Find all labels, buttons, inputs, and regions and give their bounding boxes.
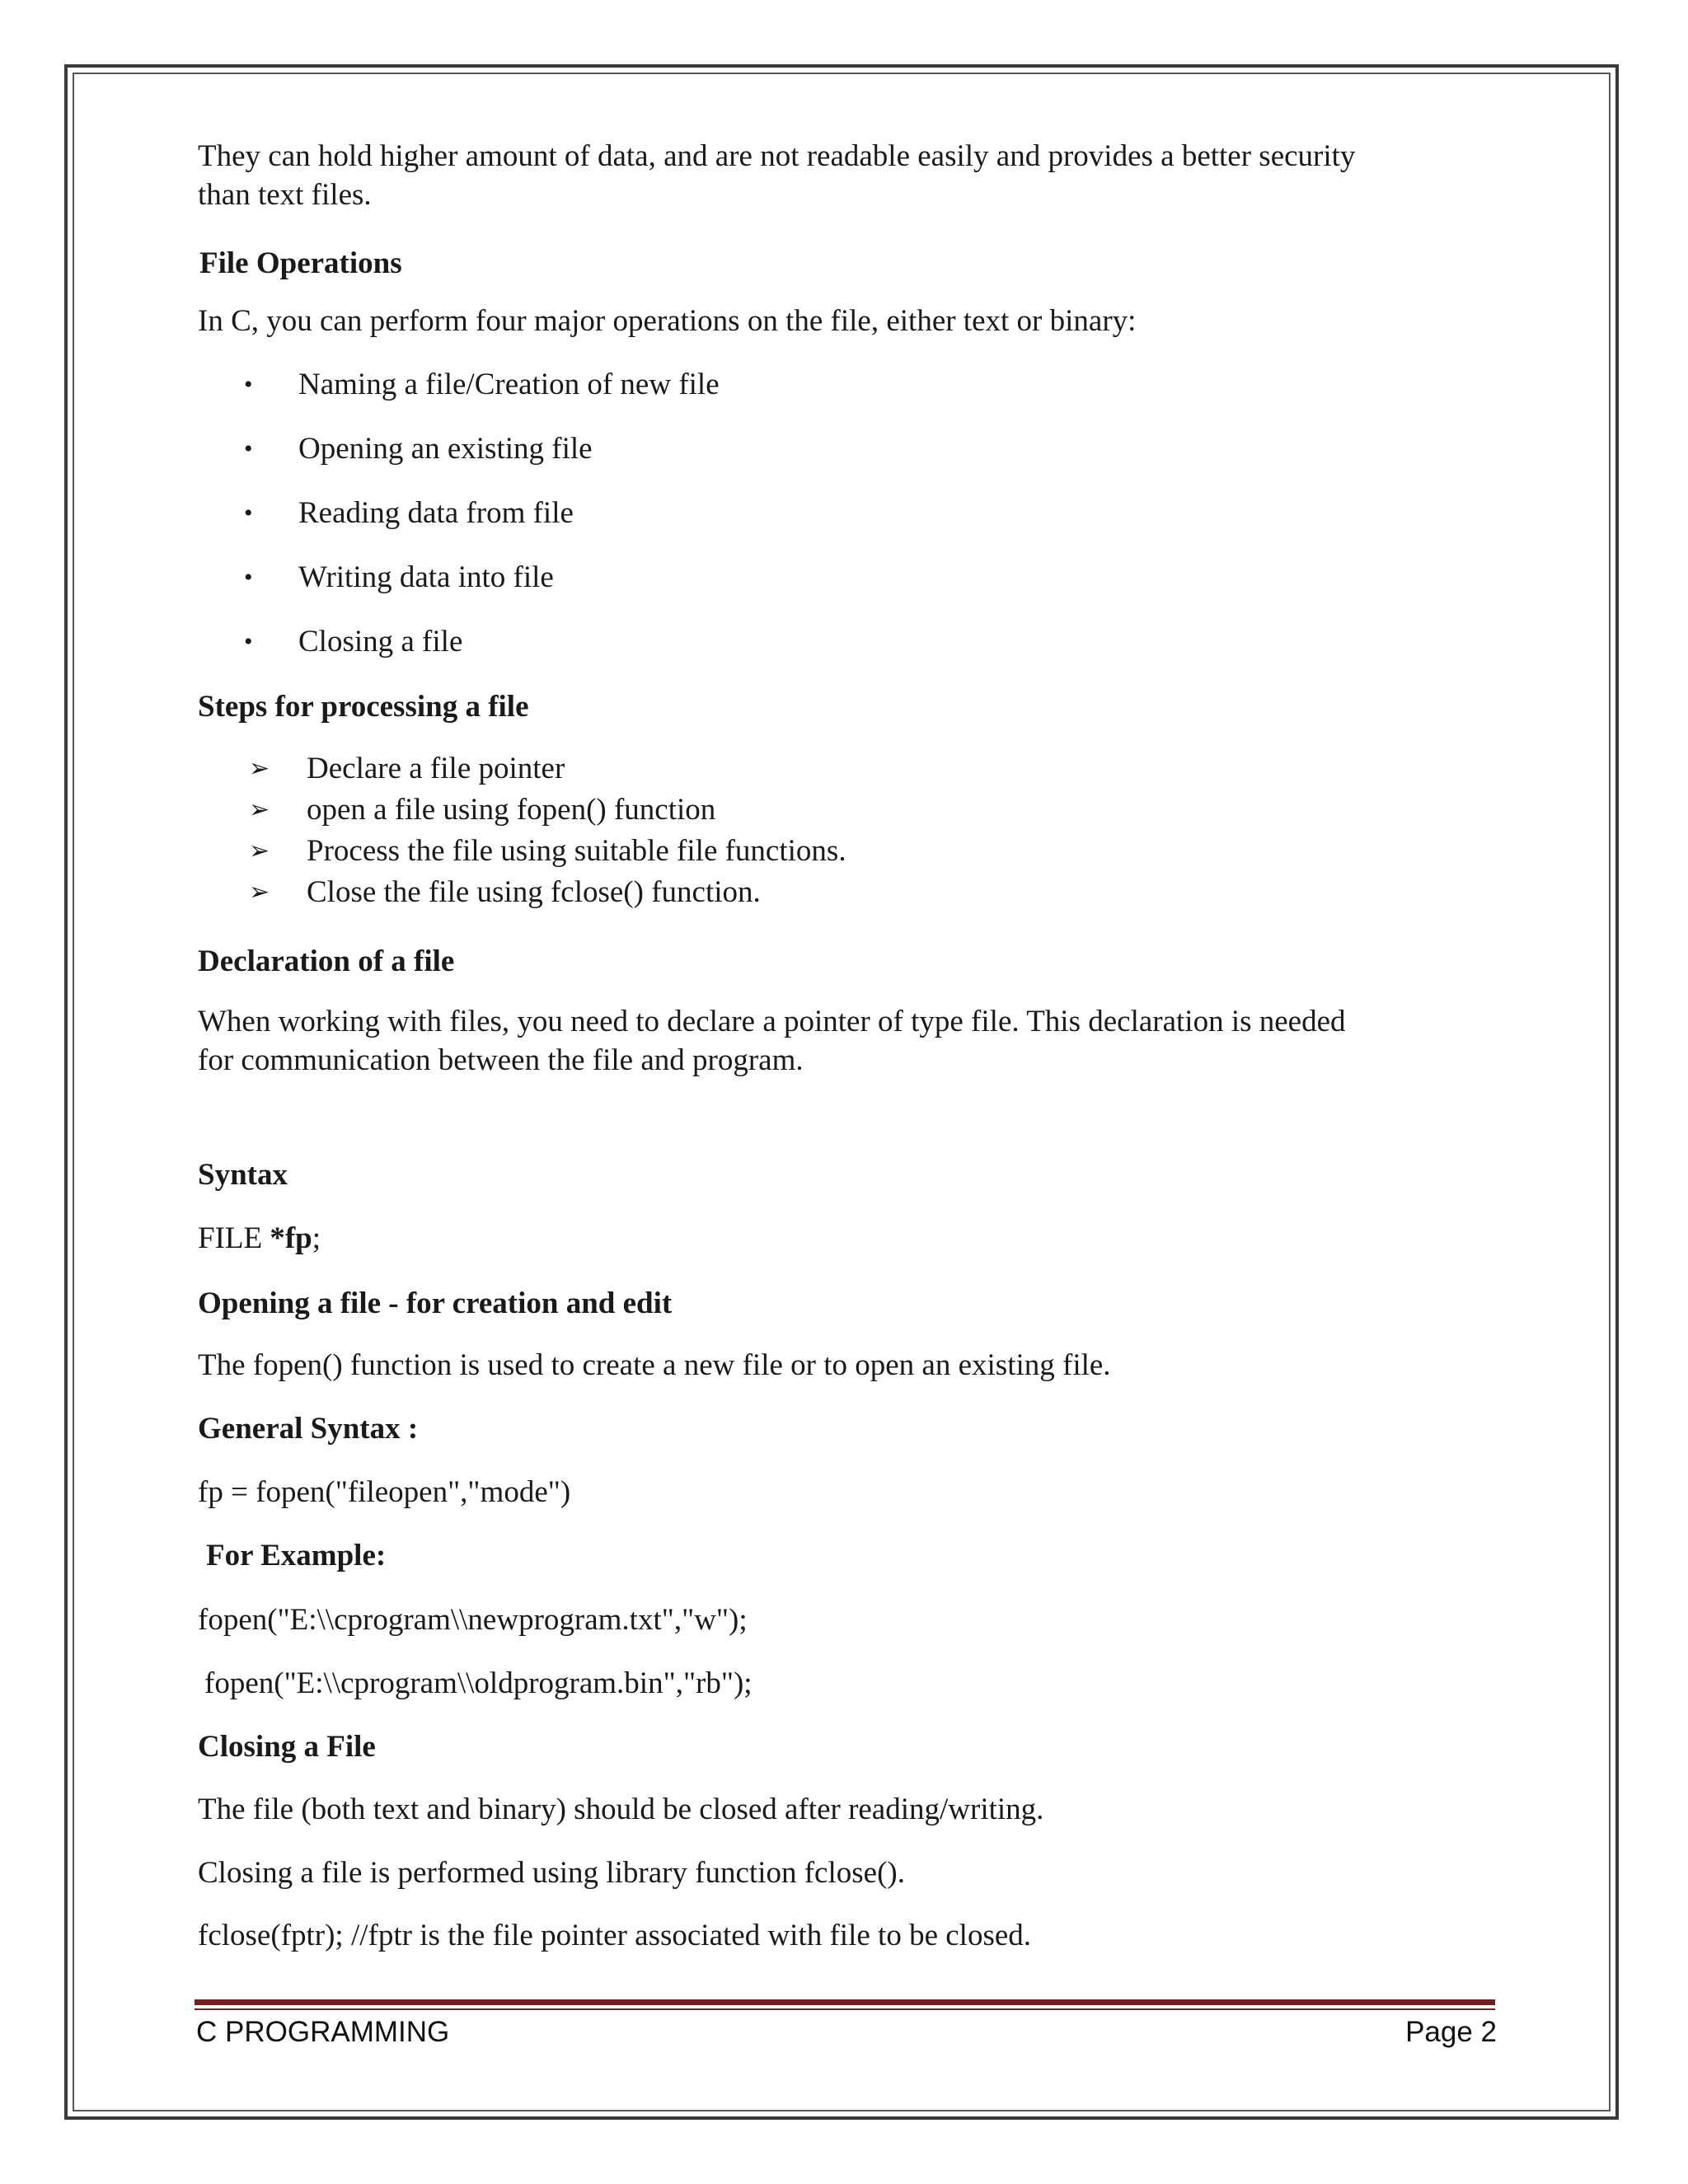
list-item [198,622,1500,661]
heading-general-syntax: General Syntax : [198,1412,419,1446]
list-item-text: Process the file using suitable file functions. [307,834,846,868]
list-item-text: Close the file using fclose() function. [307,875,761,909]
list-item-text: open a file using fopen() function [307,793,716,827]
closing-paragraph-1: The file (both text and binary) should be closed after reading/writing. [198,1793,1044,1826]
syntax-code-suffix: ; [312,1221,321,1255]
declaration-line-1: When working with files, you need to declare a pointer of type file. This declaration is needed [198,1005,1346,1038]
list-item [198,558,1500,597]
list-item [198,365,1500,404]
list-item-text: Closing a file [298,625,463,658]
declaration-line-2: for communication between the file and program. [198,1043,804,1077]
list-item [198,832,1500,870]
list-item-text: Declare a file pointer [307,752,565,785]
list-item [198,429,1500,468]
footer-rule [195,1999,1495,2005]
list-item-text: Reading data from file [298,496,574,530]
syntax-code-pointer: *fp [270,1221,312,1255]
intro-paragraph [198,137,1500,214]
steps-list [198,749,1500,912]
heading-declaration: Declaration of a file [198,944,455,978]
arrow-bullet-icon: ➢ [249,878,270,907]
arrow-bullet-icon: ➢ [249,837,270,865]
heading-syntax: Syntax [198,1158,288,1192]
list-item-text: Opening an existing file [298,432,593,466]
list-item [198,749,1500,788]
file-operations-list [198,365,1500,661]
page-content [198,137,1500,1955]
list-item [198,790,1500,829]
footer-rule-thin [195,2008,1495,2010]
list-item-text: Writing data into file [298,560,554,594]
heading-opening: Opening a file - for creation and edit [198,1286,673,1320]
heading-file-operations: File Operations [199,246,402,280]
example-line-1: fopen("E:\\cprogram\\newprogram.txt","w"); [198,1603,748,1637]
list-item-text: Naming a file/Creation of new file [298,368,720,401]
intro-line-1: They can hold higher amount of data, and are not readable easily and provides a better security [198,139,1356,173]
bullet-icon: • [244,499,253,527]
general-syntax-code: fp = fopen("fileopen","mode") [198,1475,571,1509]
heading-steps: Steps for processing a file [198,690,529,724]
syntax-code [198,1219,1500,1258]
syntax-code-prefix: FILE [198,1221,270,1255]
bullet-icon: • [244,371,253,398]
list-item [198,873,1500,912]
closing-code-line: fclose(fptr); //fptr is the file pointer associated with file to be closed. [198,1919,1032,1952]
arrow-bullet-icon: ➢ [249,795,270,824]
footer-title: C PROGRAMMING [196,2016,450,2048]
closing-paragraph-2: Closing a file is performed using library function fclose(). [198,1856,905,1890]
bullet-icon: • [244,564,253,591]
example-line-2: fopen("E:\\cprogram\\oldprogram.bin","rb"); [204,1666,753,1700]
page-number: Page 2 [1405,2016,1497,2048]
list-item [198,494,1500,532]
intro-line-2: than text files. [198,178,372,212]
arrow-bullet-icon: ➢ [249,754,270,783]
file-operations-intro: In C, you can perform four major operations on the file, either text or binary: [198,304,1137,338]
heading-closing: Closing a File [198,1730,376,1764]
bullet-icon: • [244,435,253,462]
declaration-paragraph [198,1002,1500,1080]
bullet-icon: • [244,628,253,655]
opening-paragraph: The fopen() function is used to create a new file or to open an existing file. [198,1348,1111,1382]
heading-for-example: For Example: [206,1539,387,1572]
